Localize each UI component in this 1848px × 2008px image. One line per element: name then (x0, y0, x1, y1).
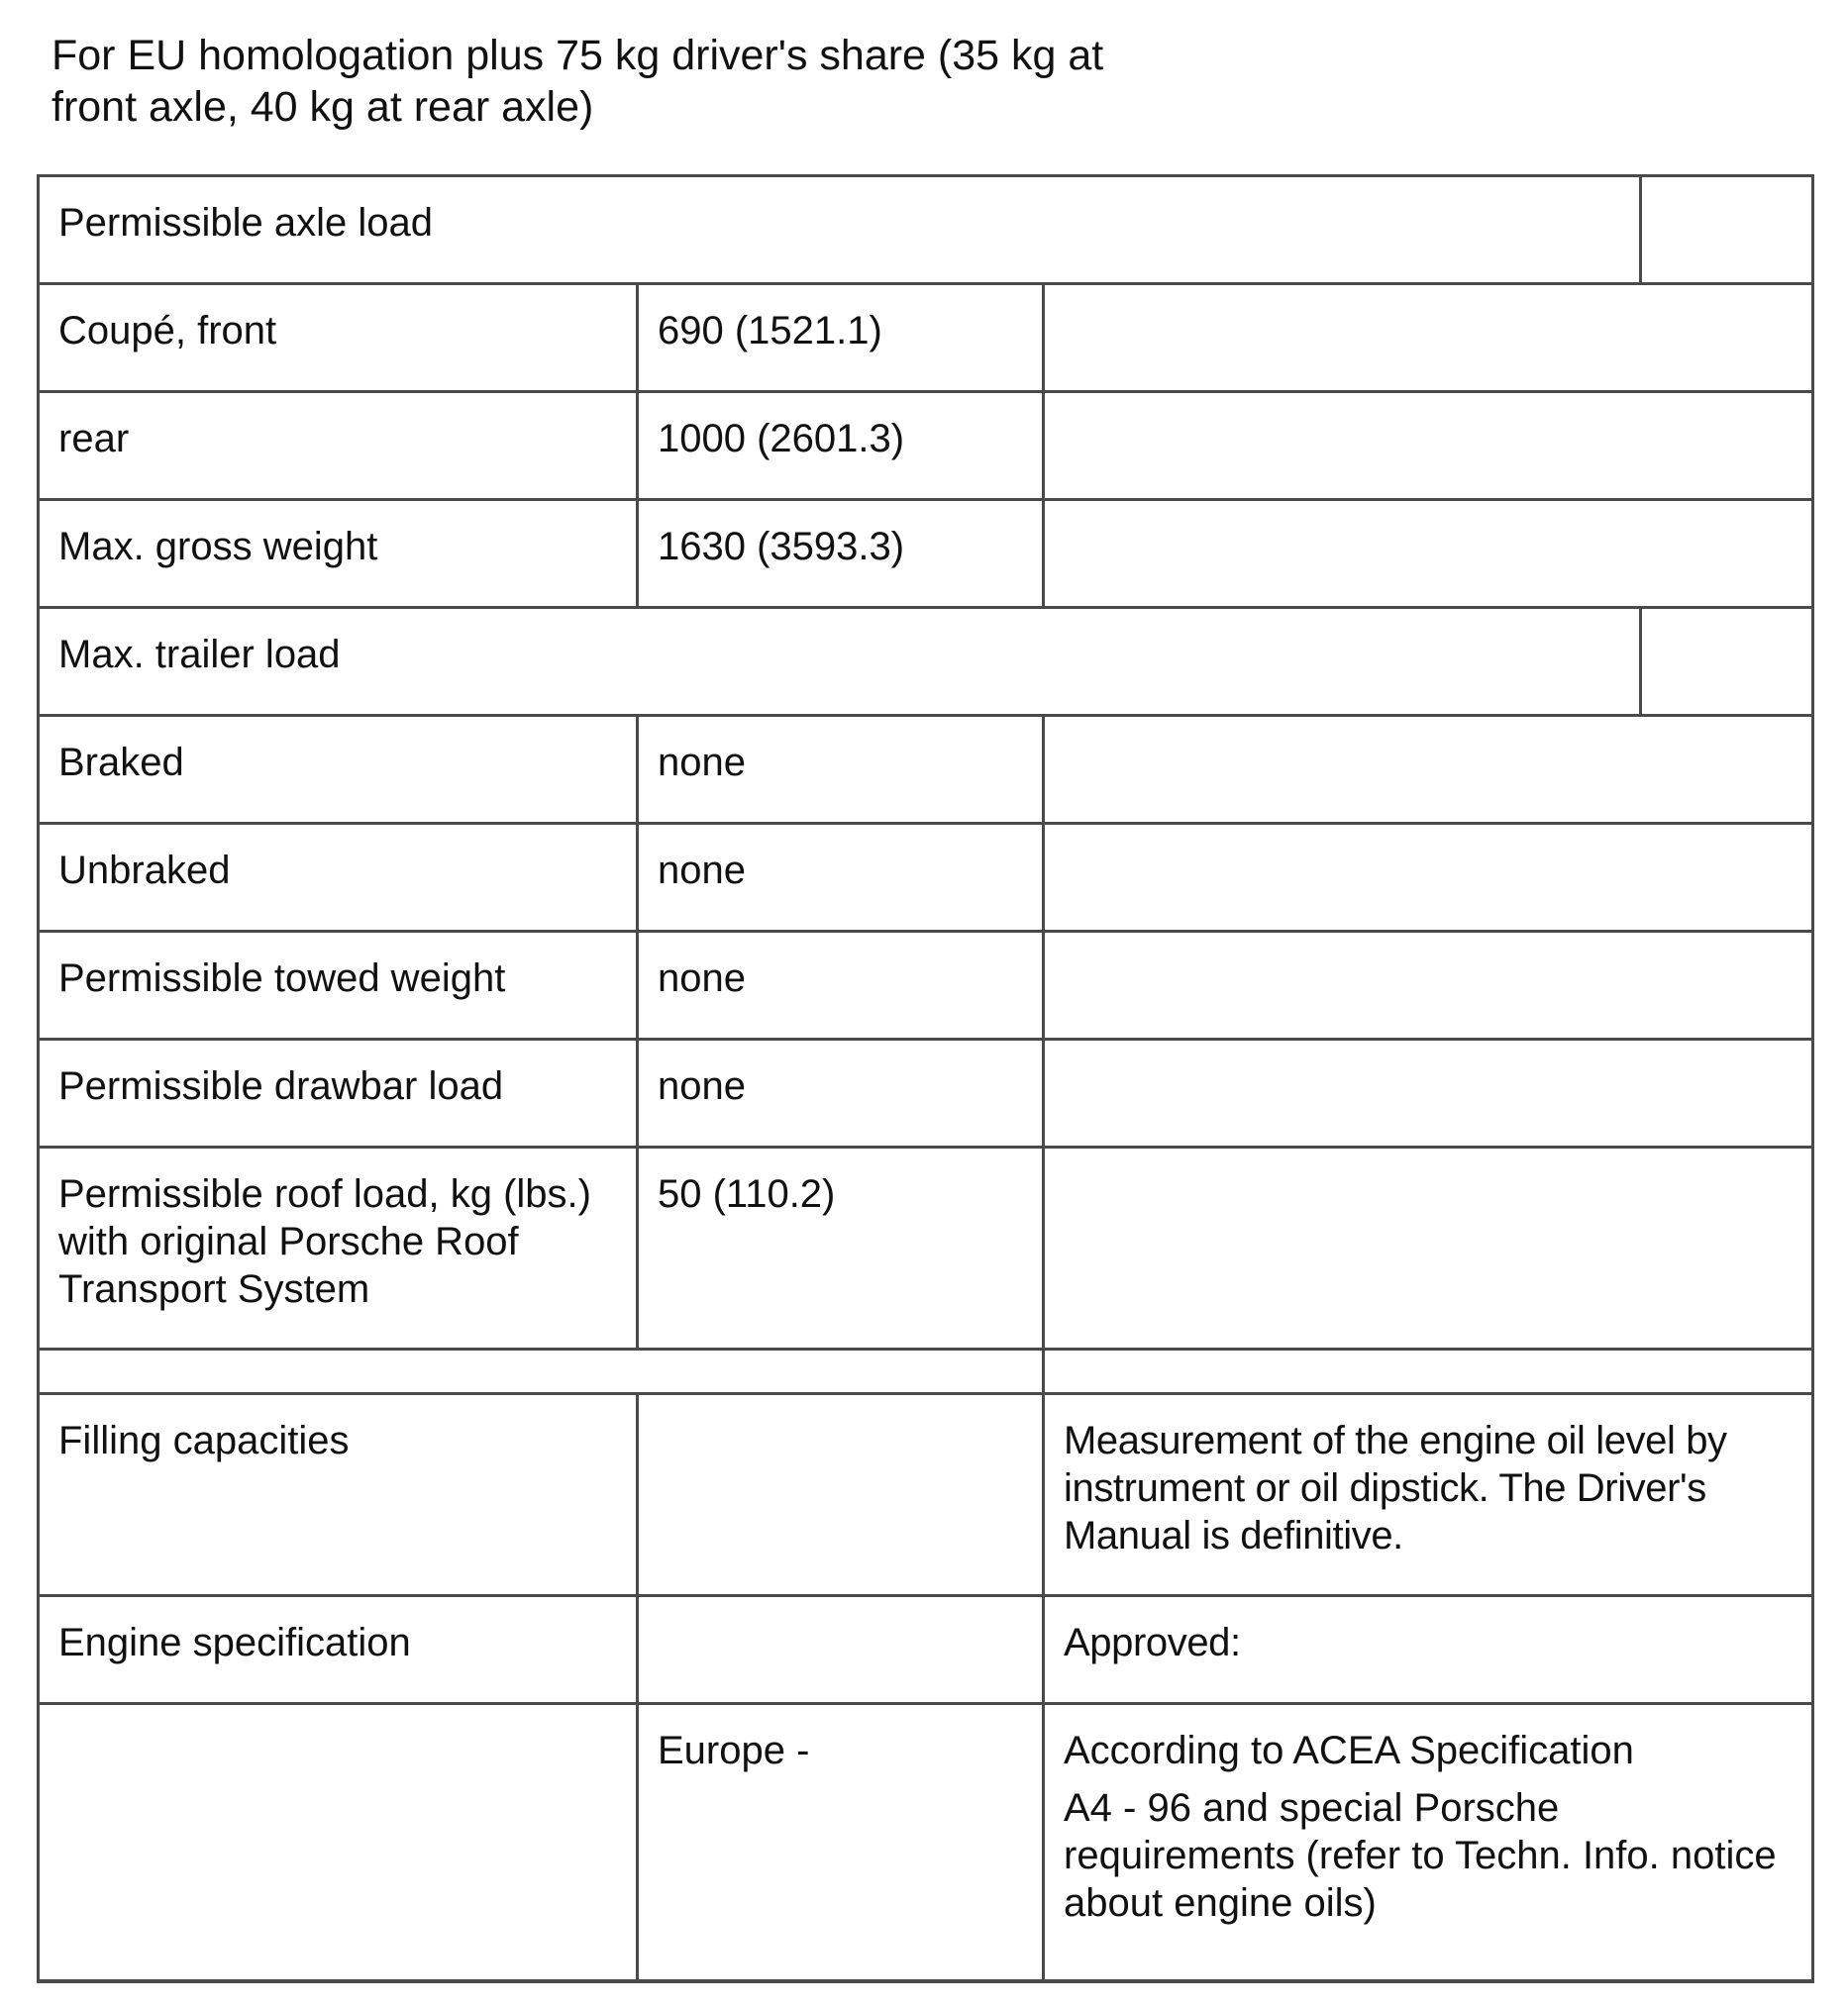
section-heading-row (39, 176, 1813, 284)
oil-measurement-remark: Measurement of the engine oil level by instrument or oil dipstick. The Driver's Manual is definitive. (1044, 1394, 1813, 1596)
table-row (39, 284, 1813, 392)
row-label: Permissible towed weight (39, 932, 638, 1040)
empty-cell (1044, 1350, 1813, 1394)
row-value: none (638, 932, 1044, 1040)
table-row (39, 716, 1813, 824)
row-value: 1630 (3593.3) (638, 500, 1044, 608)
row-label: Max. gross weight (39, 500, 638, 608)
row-value: Europe - (638, 1704, 1044, 1981)
table-row (39, 500, 1813, 608)
row-label: Filling capacities (39, 1394, 638, 1596)
row-remark (1044, 1148, 1813, 1350)
table-row (39, 824, 1813, 932)
row-remark (1044, 932, 1813, 1040)
acea-remark (1044, 1704, 1813, 1981)
row-value: 50 (110.2) (638, 1148, 1044, 1350)
row-label: Engine specification (39, 1596, 638, 1704)
acea-spec-line: According to ACEA Specification (1064, 1729, 1634, 1772)
table-row (39, 1040, 1813, 1148)
row-label: Permissible drawbar load (39, 1040, 638, 1148)
homologation-note: For EU homologation plus 75 kg driver's share (35 kg at front axle, 40 kg at rear axle) (51, 32, 1104, 131)
spacer-row (39, 1350, 1813, 1394)
empty-cell (39, 1350, 1044, 1394)
row-remark (1044, 716, 1813, 824)
row-value: none (638, 1040, 1044, 1148)
row-value: none (638, 824, 1044, 932)
row-label: Permissible roof load, kg (lbs.) with original Porsche Roof Transport System (39, 1148, 638, 1350)
table-row (39, 932, 1813, 1040)
row-value (638, 1394, 1044, 1596)
row-value: 690 (1521.1) (638, 284, 1044, 392)
row-label: rear (39, 392, 638, 500)
section-heading-row (39, 608, 1813, 716)
table-row (39, 392, 1813, 500)
row-remark (1044, 284, 1813, 392)
row-remark (1044, 1040, 1813, 1148)
row-remark (1044, 824, 1813, 932)
table-row (39, 1596, 1813, 1704)
table-row (39, 1148, 1813, 1350)
table-row (39, 1704, 1813, 1981)
row-value (638, 1596, 1044, 1704)
row-label: Braked (39, 716, 638, 824)
row-value: 1000 (2601.3) (638, 392, 1044, 500)
acea-requirements-text: A4 - 96 and special Porsche requirements (refer to Techn. Info. notice about engine oils) (1064, 1786, 1777, 1925)
empty-cell (1641, 608, 1813, 716)
trailer-load-heading: Max. trailer load (39, 608, 1641, 716)
axle-load-heading: Permissible axle load (39, 176, 1641, 284)
empty-cell (1641, 176, 1813, 284)
row-remark (1044, 392, 1813, 500)
table-row (39, 1394, 1813, 1596)
technical-data-table (37, 174, 1814, 1983)
approval-remark: Approved: (1044, 1596, 1813, 1704)
row-value: none (638, 716, 1044, 824)
row-label (39, 1704, 638, 1981)
row-remark (1044, 500, 1813, 608)
row-label: Unbraked (39, 824, 638, 932)
row-label: Coupé, front (39, 284, 638, 392)
